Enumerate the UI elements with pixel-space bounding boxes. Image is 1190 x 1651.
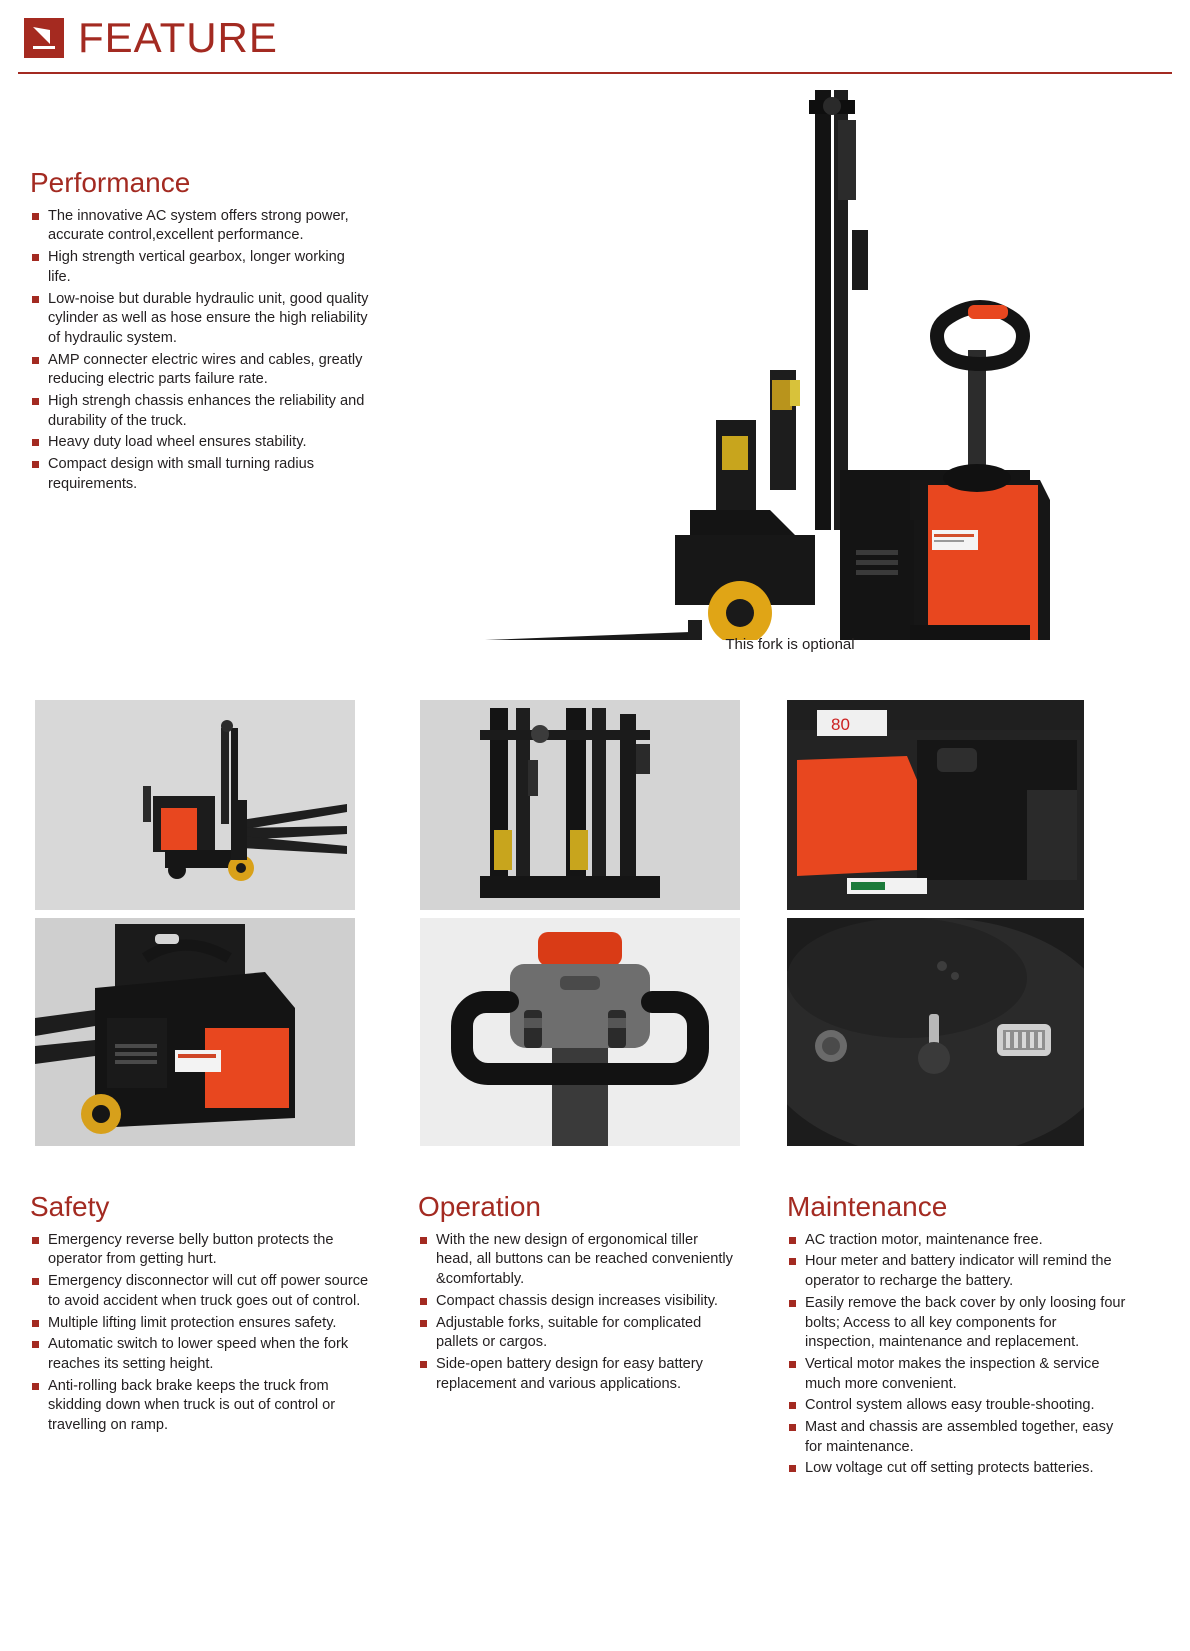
list-item: Anti-rolling back brake keeps the truck from skidding down when truck is out of control or travelling on ramp. <box>30 1377 375 1436</box>
list-item: Vertical motor makes the inspection & service much more convenient. <box>787 1355 1127 1394</box>
safety-bullet-list <box>30 1231 375 1436</box>
hero-caption: This fork is optional <box>725 636 855 653</box>
list-item: Hour meter and battery indicator will remind the operator to recharge the battery. <box>787 1252 1127 1291</box>
list-item: Easily remove the back cover by only loosing four bolts; Access to all key components for inspection, maintenance and replacement. <box>787 1294 1127 1353</box>
list-item: Control system allows easy trouble-shooting. <box>787 1396 1127 1416</box>
reach-truck-main-photo <box>440 80 1140 640</box>
list-item: The innovative AC system offers strong power, accurate control,excellent performance. <box>30 207 370 246</box>
list-item: High strength vertical gearbox, longer working life. <box>30 248 370 287</box>
header-divider <box>18 72 1172 74</box>
arrow-square-logo-icon <box>24 18 64 58</box>
maintenance-bullet-list <box>787 1231 1127 1479</box>
performance-title: Performance <box>30 167 191 198</box>
list-item: Compact design with small turning radius requirements. <box>30 455 370 494</box>
list-item: Adjustable forks, suitable for complicated pallets or cargos. <box>418 1314 738 1353</box>
page-header <box>18 10 1172 76</box>
list-item: Mast and chassis are assembled together, easy for maintenance. <box>787 1418 1127 1457</box>
performance-bullet-list <box>30 207 370 495</box>
mast-closeup-photo <box>420 700 740 910</box>
list-item: Heavy duty load wheel ensures stability. <box>30 433 370 453</box>
list-item: Emergency disconnector will cut off power source to avoid accident when truck goes out of control. <box>30 1272 375 1311</box>
list-item: AC traction motor, maintenance free. <box>787 1231 1127 1251</box>
svg-text:80: 80 <box>831 715 850 734</box>
truck-with-adjustable-forks-photo <box>35 700 355 910</box>
key-switch-panel-photo <box>787 918 1084 1146</box>
safety-title: Safety <box>30 1191 110 1222</box>
maintenance-section <box>787 1192 1127 1481</box>
performance-section <box>30 168 370 496</box>
page-title: FEATURE <box>78 14 278 61</box>
list-item: AMP connecter electric wires and cables, greatly reducing electric parts failure rate. <box>30 351 370 390</box>
operation-title: Operation <box>418 1191 541 1222</box>
list-item: Low voltage cut off setting protects batteries. <box>787 1459 1127 1479</box>
safety-section <box>30 1192 375 1438</box>
list-item: Automatic switch to lower speed when the fork reaches its setting height. <box>30 1335 375 1374</box>
list-item: Multiple lifting limit protection ensures safety. <box>30 1314 375 1334</box>
list-item: With the new design of ergonomical tiller head, all buttons can be reached conveniently &comfortably. <box>418 1231 738 1290</box>
operation-section <box>418 1192 738 1396</box>
tiller-head-controls-photo <box>420 918 740 1146</box>
chassis-side-photo <box>787 700 1084 910</box>
operation-bullet-list <box>418 1231 738 1395</box>
list-item: Low-noise but durable hydraulic unit, good quality cylinder as well as hose ensure the high reliability of hydraulic system. <box>30 290 370 349</box>
list-item: High strengh chassis enhances the reliability and durability of the truck. <box>30 392 370 431</box>
list-item: Compact chassis design increases visibility. <box>418 1292 738 1312</box>
maintenance-title: Maintenance <box>787 1191 948 1222</box>
list-item: Side-open battery design for easy battery replacement and various applications. <box>418 1355 738 1394</box>
list-item: Emergency reverse belly button protects the operator from getting hurt. <box>30 1231 375 1270</box>
truck-front-angle-photo <box>35 918 355 1146</box>
